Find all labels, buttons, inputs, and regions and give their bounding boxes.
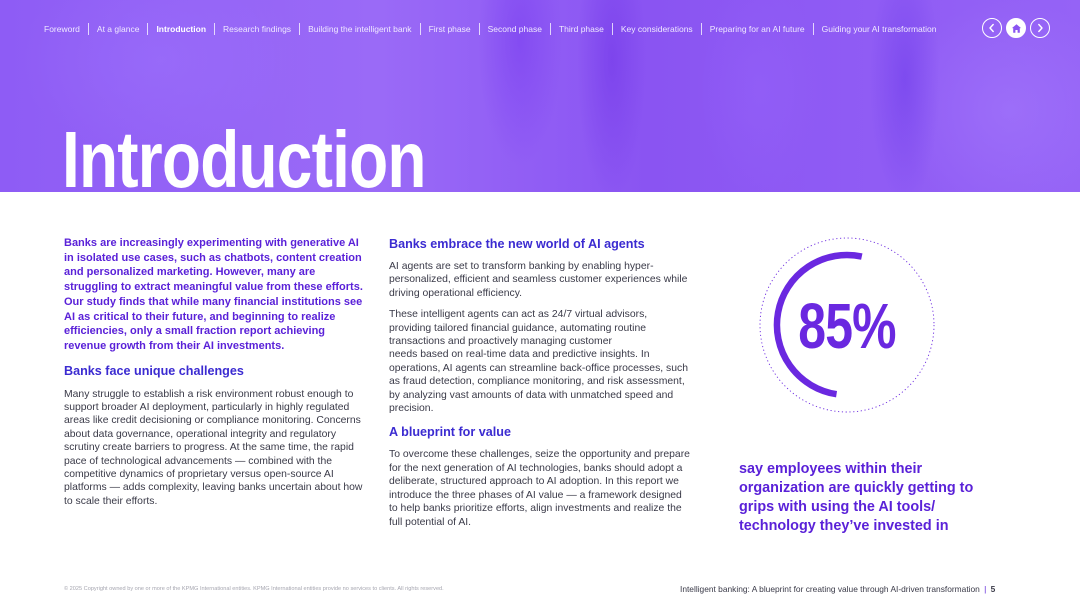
nav-item-foreword[interactable]: Foreword: [44, 24, 80, 34]
blueprint-heading: A blueprint for value: [389, 425, 511, 440]
challenges-paragraph: Many struggle to establish a risk environment robust enough to support broader AI deployment, particularly in highly regulated areas like credit decisioning or compliance monitoring. Concerns about data governance, operational integrity and regulatory scrutiny create barriers to progress. At the same time, the rapid pace of technological advancements — combined with the competitive dynamics of proprietary versus open-source AI platforms — adds complexity, leaving banks uncertain about how to scale their efforts.: [64, 388, 363, 507]
ai-agents-heading: Banks embrace the new world of AI agents: [389, 237, 645, 251]
left-column: [64, 236, 366, 508]
footer-copyright: © 2025 Copyright owned by one or more of the KPMG International entities. KPMG International entities provide no services to clients. All rights reserved.: [64, 586, 444, 592]
nav-item-guiding-your-ai-transformation[interactable]: Guiding your AI transformation: [813, 23, 945, 35]
lead-paragraph: Banks are increasingly experimenting with generative AI in isolated use cases, such as chatbots, content creation and personalized marketing. However, many are struggling to extract meaningful value from these efforts. Our study finds that while many financial institutions see AI as critical to their future, and beginning to realize efficiencies, only a small fraction report achieving revenue growth from their AI investments.: [64, 237, 363, 352]
ai-agents-paragraph-part-2: needs based on real-time data and predictive insights. In operations, AI agents can streamline back-office processes, such as fraud detection, compliance monitoring, and risk assessment, by analyzing vast amounts of data with unmatched speed and precision.: [389, 349, 688, 415]
stat-value: 85%: [798, 290, 896, 362]
nav-item-at-a-glance[interactable]: At a glance: [88, 23, 148, 35]
nav-item-research-findings[interactable]: Research findings: [214, 23, 299, 35]
ai-agents-paragraph-part-1: These intelligent agents can act as 24/7 virtual advisors, providing tailored financial guidance, automating routine transactions and proactively managing customer: [389, 309, 648, 348]
footer-report-title: Intelligent banking: A blueprint for creating value through AI-driven transformation: [680, 584, 980, 594]
hero-banner: [0, 0, 1080, 198]
page-title: Introduction: [62, 115, 426, 198]
next-page-button[interactable]: [1030, 18, 1050, 38]
nav-item-first-phase[interactable]: First phase: [420, 23, 479, 35]
nav-item-preparing-for-an-ai-future[interactable]: Preparing for an AI future: [701, 23, 813, 35]
stat-caption: say employees within their organization are quickly getting to grips with using the AI tools/ technology they’ve invested in: [739, 461, 974, 534]
ai-agents-intro-paragraph: AI agents are set to transform banking by enabling hyper-personalized, efficient and seamless customer experiences while driving operational efficiency.: [389, 261, 688, 299]
chevron-left-icon: [987, 23, 997, 33]
blueprint-paragraph: To overcome these challenges, seize the opportunity and prepare for the next generation of AI technologies, banks should adopt a deliberate, structured approach to AI adoption. In this report we introduce the three phases of AI value — a framework designed to help banks prioritize efforts, align investments and realize the full potential of AI.: [389, 449, 690, 528]
challenges-heading: Banks face unique challenges: [64, 363, 244, 378]
nav-item-building-the-intelligent-bank[interactable]: Building the intelligent bank: [299, 23, 420, 35]
chevron-right-icon: [1035, 23, 1045, 33]
page-nav-buttons: [982, 18, 1050, 38]
nav-item-introduction[interactable]: Introduction: [147, 23, 214, 35]
nav-item-second-phase[interactable]: Second phase: [479, 23, 550, 35]
middle-column: [389, 236, 691, 529]
home-button[interactable]: [1006, 18, 1026, 38]
footer-report-info: [680, 584, 995, 594]
nav-item-third-phase[interactable]: Third phase: [550, 23, 612, 35]
footer-separator: |: [984, 584, 987, 594]
home-icon: [1011, 23, 1022, 34]
page-number: 5: [990, 584, 996, 594]
top-navigation: [44, 21, 944, 37]
nav-item-key-considerations[interactable]: Key considerations: [612, 23, 701, 35]
previous-page-button[interactable]: [982, 18, 1002, 38]
